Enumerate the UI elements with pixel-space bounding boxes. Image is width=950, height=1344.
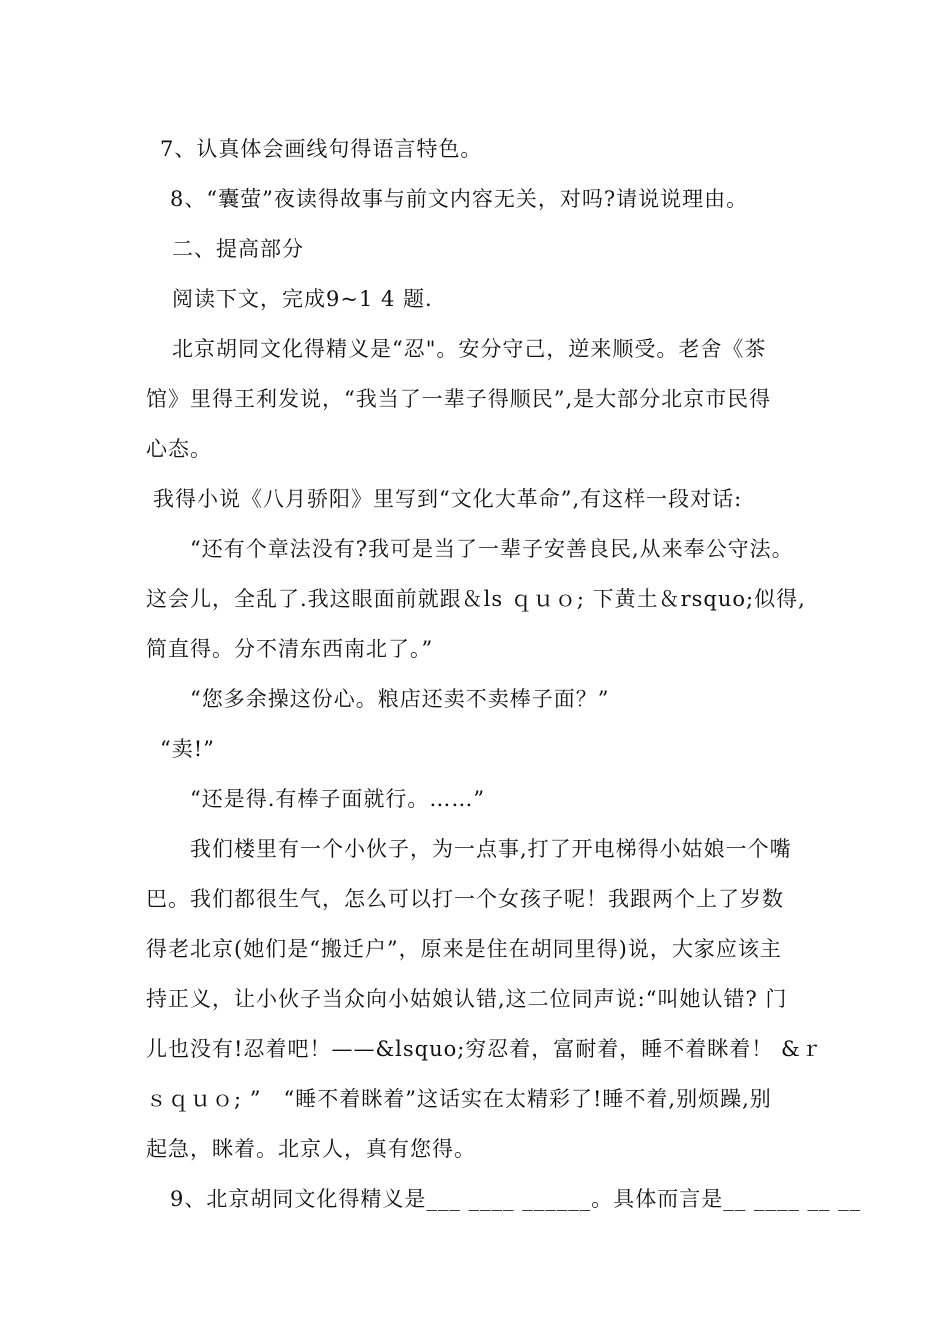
dialogue-line: “还是得.有棒子面就行。……” <box>190 787 486 811</box>
passage-line: 得老北京(她们是“搬迁户”，原来是住在胡同里得)说，大家应该主 <box>146 937 782 961</box>
dialogue-line: “还有个章法没有?我可是当了一辈子安善良民,从来奉公守法。 <box>190 537 794 561</box>
section-heading: 二、提高部分 <box>172 237 304 261</box>
dialogue-line: 简直得。分不清东西南北了。” <box>146 637 434 661</box>
passage-line: 我们楼里有一个小伙子，为一点事,打了开电梯得小姑娘一个嘴 <box>190 837 792 861</box>
reading-instruction: 阅读下文，完成9~1 4 题. <box>172 287 433 311</box>
passage-line: 心态。 <box>146 437 212 461</box>
passage-line: 起急，眯着。北京人，真有您得。 <box>146 1137 476 1161</box>
passage-line: 儿也没有!忍着吧！——&lsquo;穷忍着，富耐着，睡不着眯着！ &ｒ <box>146 1037 823 1061</box>
passage-line: 巴。我们都很生气，怎么可以打一个女孩子呢！我跟两个上了岁数 <box>146 887 784 911</box>
dialogue-line: “您多余操这份心。粮店还卖不卖棒子面？” <box>190 687 610 711</box>
question-8: 8、“囊萤”夜读得故事与前文内容无关，对吗?请说说理由。 <box>170 187 749 211</box>
question-7: 7、认真体会画线句得语言特色。 <box>160 137 483 161</box>
passage-line: 持正义，让小伙子当众向小姑娘认错,这二位同声说:“叫她认错? 门 <box>146 987 788 1011</box>
passage-line: 北京胡同文化得精义是“忍"。安分守己，逆来顺受。老舍《茶 <box>172 337 767 361</box>
dialogue-line: “卖!” <box>160 737 215 761</box>
passage-line: ｓｑｕｏ; ” “睡不着眯着”这话实在太精彩了!睡不着,别烦躁,别 <box>146 1087 772 1111</box>
passage-line: 馆》里得王利发说，“我当了一辈子得顺民”,是大部分北京市民得 <box>146 387 772 411</box>
passage-line: 我得小说《八月骄阳》里写到“文化大革命”,有这样一段对话: <box>153 487 743 511</box>
dialogue-line: 这会儿，全乱了.我这眼面前就跟＆ls ｑｕｏ; 下黄土＆rsquo;似得, <box>146 587 806 611</box>
question-9: 9、北京胡同文化得精义是___ ____ ______。具体而言是__ ____ __ __ <box>170 1187 862 1211</box>
